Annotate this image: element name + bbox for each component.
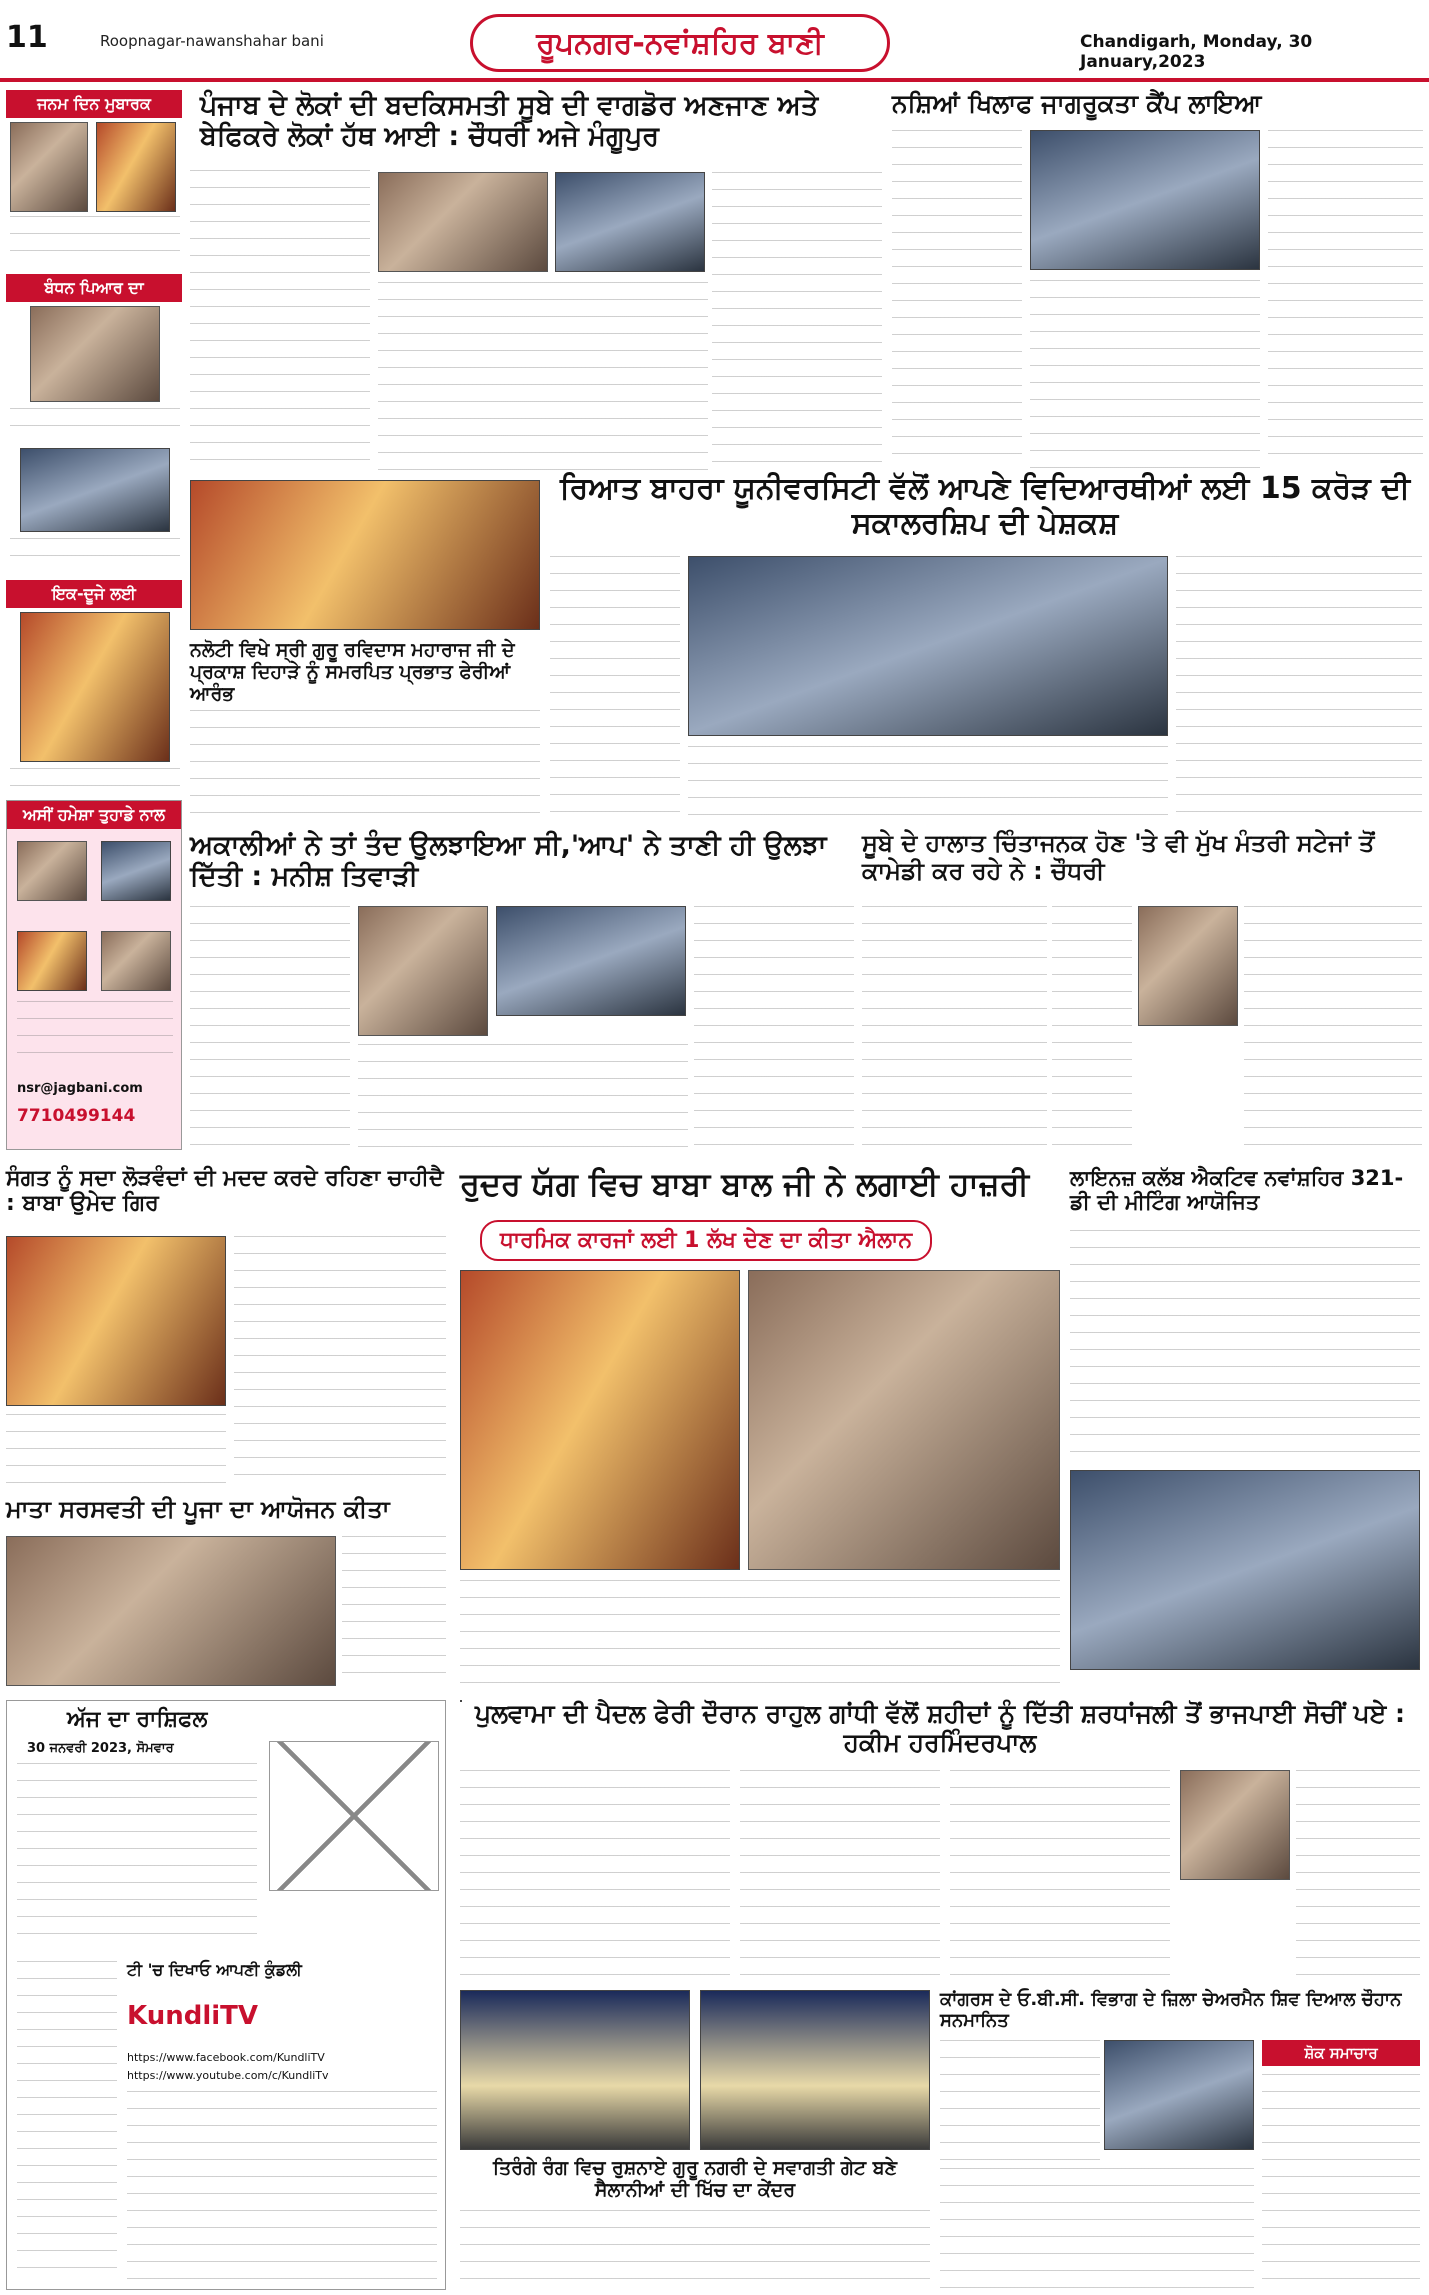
ik-duje-label: ਇਕ-ਦੂਜੇ ਲਈ [6,580,182,606]
article-7-body-col1 [234,1236,446,1486]
wedding-caption [10,768,180,798]
rashifal-title: ਅੱਜ ਦਾ ਰਾਸ਼ਿਫਲ [67,1707,208,1732]
ad-photo-1 [17,841,87,901]
kundli-chart [269,1741,439,1891]
ad-photo-3 [17,931,87,991]
kundli-fb-link[interactable]: https://www.facebook.com/KundliTV [127,2051,325,2064]
article-12-photo-1 [460,1990,690,2150]
article-12-body [460,2210,930,2290]
article-5-body-col3 [694,906,854,1156]
article-5-photo-2 [496,906,686,1016]
article-1-body-col3 [712,172,882,470]
spacer [460,1700,462,1702]
couple-caption-2 [10,538,180,572]
article-3-body-col3 [1176,556,1422,822]
masthead: ਰੂਪਨਗਰ-ਨਵਾਂਸ਼ਹਿਰ ਬਾਣੀ [470,14,890,72]
birthday-caption [10,216,180,266]
article-1-photo-1 [378,172,548,272]
article-8-title: ਰੁਦਰ ਯੱਗ ਵਿਚ ਬਾਬਾ ਬਾਲ ਜੀ ਨੇ ਲਗਾਈ ਹਾਜ਼ਰੀ [460,1165,1030,1203]
article-6-photo [1138,906,1238,1026]
wedding-photo [20,612,170,762]
article-2-body-col3 [1268,130,1423,470]
article-5-title: ਅਕਾਲੀਆਂ ਨੇ ਤਾਂ ਤੰਦ ਉਲਝਾਇਆ ਸੀ,'ਆਪ' ਨੇ ਤਾਣੀ ਹੀ ਉਲਝਾ ਦਿੱਤੀ : ਮਨੀਸ਼ ਤਿਵਾੜੀ [190,830,827,893]
rashifal-box [6,1700,446,2290]
shok-body [1262,2074,1420,2290]
zodiac-col-right [127,2091,437,2281]
child-photo-2 [96,122,176,212]
greetings-ad-box [6,800,182,1150]
article-11-body-col1 [460,1770,730,1980]
article-10-title: ਮਾਤਾ ਸਰਸਵਤੀ ਦੀ ਪੂਜਾ ਦਾ ਆਯੋਜਨ ਕੀਤਾ [6,1495,390,1523]
article-4-body [190,710,540,820]
article-8-photo-2 [748,1270,1060,1570]
article-1-photo-2 [555,172,705,272]
dateline: Chandigarh, Monday, 30 January,2023 [1080,32,1313,72]
shok-box [1262,2040,1420,2290]
asi-label: ਅਸੀਂ ਹਮੇਸ਼ਾ ਤੁਹਾਡੇ ਨਾਲ [7,801,181,829]
zodiac-col-left [17,1961,117,2281]
article-4-title: ਨਲੋਟੀ ਵਿਖੇ ਸ੍ਰੀ ਗੁਰੂ ਰਵਿਦਾਸ ਮਹਾਰਾਜ ਜੀ ਦੇ ਪ੍ਰਕਾਸ਼ ਦਿਹਾੜੇ ਨੂੰ ਸਮਰਪਿਤ ਪ੍ਰਭਾਤ ਫੇਰੀਆਂ ਆਰੰਭ [190,639,515,705]
article-10-body [342,1536,446,1686]
shok-label: ਸ਼ੋਕ ਸਮਾਚਾਰ [1262,2040,1420,2066]
article-11-body-col4 [1296,1770,1420,1980]
article-6-body-col2 [1052,906,1132,1156]
couple-caption-1 [10,408,180,442]
article-8-photo-1 [460,1270,740,1570]
child-photo-1 [10,122,88,212]
ad-email[interactable]: nsr@jagbani.com [17,1081,143,1096]
rashifal-date: 30 ਜਨਵਰੀ 2023, ਸੋਮਵਾਰ [27,1741,174,1756]
kundli-brand: KundliTV [127,2001,259,2031]
article-5-body-col1 [190,906,350,1156]
article-11-body-col2 [740,1770,940,1980]
article-11-body-col3 [950,1770,1170,1980]
article-7-title: ਸੰਗਤ ਨੂੰ ਸਦਾ ਲੋੜਵੰਦਾਂ ਦੀ ਮਦਦ ਕਰਦੇ ਰਹਿਣਾ ਚਾਹੀਦੈ : ਬਾਬਾ ਉਮੇਦ ਗਿਰ [6,1166,444,1217]
article-3-photo [688,556,1168,736]
article-8-subtitle: ਧਾਰਮਿਕ ਕਾਰਜਾਂ ਲਈ 1 ਲੱਖ ਦੇਣ ਦਾ ਕੀਤਾ ਐਲਾਨ [480,1220,1040,1264]
article-2-body-col1 [892,130,1022,470]
kundli-yt-link[interactable]: https://www.youtube.com/c/KundliTv [127,2069,329,2082]
article-7-body-col2 [6,1414,226,1486]
ad-phone[interactable]: 7710499144 [17,1106,136,1126]
article-6-body-col1 [862,906,1047,1156]
article-1-body-col2 [378,282,708,470]
article-5-body-col2 [358,1044,688,1156]
article-2-body-col2 [1030,280,1260,470]
kundli-ad-title: ਟੀ 'ਚ ਦਿਖਾਓ ਆਪਣੀ ਕੁੰਡਲੀ [127,1960,302,1979]
header-rule [0,78,1429,82]
article-11-title: ਪੁਲਵਾਮਾ ਦੀ ਪੈਦਲ ਫੇਰੀ ਦੌਰਾਨ ਰਾਹੁਲ ਗਾਂਧੀ ਵੱਲੋਂ ਸ਼ਹੀਦਾਂ ਨੂੰ ਦਿੱਤੀ ਸ਼ਰਧਾਂਜਲੀ ਤੋਂ ਭਾਜਪਾਈ ਸੋਚੀਂ ਪਏ : ਹਕੀਮ ਹਰਮਿੰਦਰਪਾਲ [474,1699,1405,1757]
article-2-title: ਨਸ਼ਿਆਂ ਖਿਲਾਫ ਜਾਗਰੂਕਤਾ ਕੈਂਪ ਲਾਇਆ [892,89,1262,118]
couple-photo-2 [20,448,170,532]
couple-photo-1 [30,306,160,402]
article-6-body-col3 [1244,906,1422,1156]
article-9-photo [1070,1470,1420,1670]
page-header [0,0,1429,80]
page-number: 11 [6,20,48,55]
article-12-title: ਤਿਰੰਗੇ ਰੰਗ ਵਿਚ ਰੁਸ਼ਨਾਏ ਗੁਰੂ ਨਗਰੀ ਦੇ ਸਵਾਗਤੀ ਗੇਟ ਬਣੇ ਸੈਲਾਨੀਆਂ ਦੀ ਖਿੱਚ ਦਾ ਕੇਂਦਰ [493,2157,897,2201]
article-13-photo [1104,2040,1254,2150]
article-3-body-col2 [688,746,1168,822]
article-9-title: ਲਾਇਨਜ਼ ਕਲੱਬ ਐਕਟਿਵ ਨਵਾਂਸ਼ਹਿਰ 321-ਡੀ ਦੀ ਮੀਟਿੰਗ ਆਯੋਜਿਤ [1070,1166,1404,1215]
article-8-body [460,1580,1060,1690]
article-13-body-col2 [940,2168,1254,2290]
kundli-tv-ad [17,1961,437,2281]
panchang-text [17,1763,257,1943]
article-3-title: ਰਿਆਤ ਬਾਹਰਾ ਯੂਨੀਵਰਸਿਟੀ ਵੱਲੋਂ ਆਪਣੇ ਵਿਦਿਆਰਥੀਆਂ ਲਈ 15 ਕਰੋੜ ਦੀ ਸਕਾਲਰਸ਼ਿਪ ਦੀ ਪੇਸ਼ਕਸ਼ [559,471,1411,541]
ad-photo-4 [101,931,171,991]
article-1-body-col1 [190,170,370,470]
article-3-body-col1 [550,556,680,822]
article-13-title: ਕਾਂਗਰਸ ਦੇ ਓ.ਬੀ.ਸੀ. ਵਿਭਾਗ ਦੇ ਜ਼ਿਲਾ ਚੇਅਰਮੈਨ ਸ਼ਿਵ ਦਿਆਲ ਚੌਹਾਨ ਸਨਮਾਨਿਤ [940,1989,1402,2031]
page-name: Roopnagar-nawanshahar bani [100,32,324,50]
ad-text [17,1001,173,1061]
article-6-title: ਸੂਬੇ ਦੇ ਹਾਲਾਤ ਚਿੰਤਾਜਨਕ ਹੋਣ 'ਤੇ ਵੀ ਮੁੱਖ ਮੰਤਰੀ ਸਟੇਜਾਂ ਤੋਂ ਕਾਮੇਡੀ ਕਰ ਰਹੇ ਨੇ : ਚੌਧਰੀ [862,829,1375,885]
article-9-body [1070,1230,1420,1460]
article-1-title: ਪੰਜਾਬ ਦੇ ਲੋਕਾਂ ਦੀ ਬਦਕਿਸਮਤੀ ਸੂਬੇ ਦੀ ਵਾਗਡੋਰ ਅਣਜਾਣ ਅਤੇ ਬੇਫਿਕਰੇ ਲੋਕਾਂ ਹੱਥ ਆਈ : ਚੌਧਰੀ ਅਜੇ ਮੰਗੂਪੁਰ [200,90,819,153]
bandhan-label: ਬੰਧਨ ਪਿਆਰ ਦਾ [6,274,182,300]
article-12-photo-2 [700,1990,930,2150]
article-10-photo [6,1536,336,1686]
article-13-body-col1 [940,2040,1100,2160]
article-5-photo-1 [358,906,488,1036]
article-2-photo [1030,130,1260,270]
article-7-photo [6,1236,226,1406]
ad-photo-2 [101,841,171,901]
birthday-label: ਜਨਮ ਦਿਨ ਮੁਬਾਰਕ [6,90,182,116]
article-11-photo [1180,1770,1290,1880]
article-4-photo [190,480,540,630]
